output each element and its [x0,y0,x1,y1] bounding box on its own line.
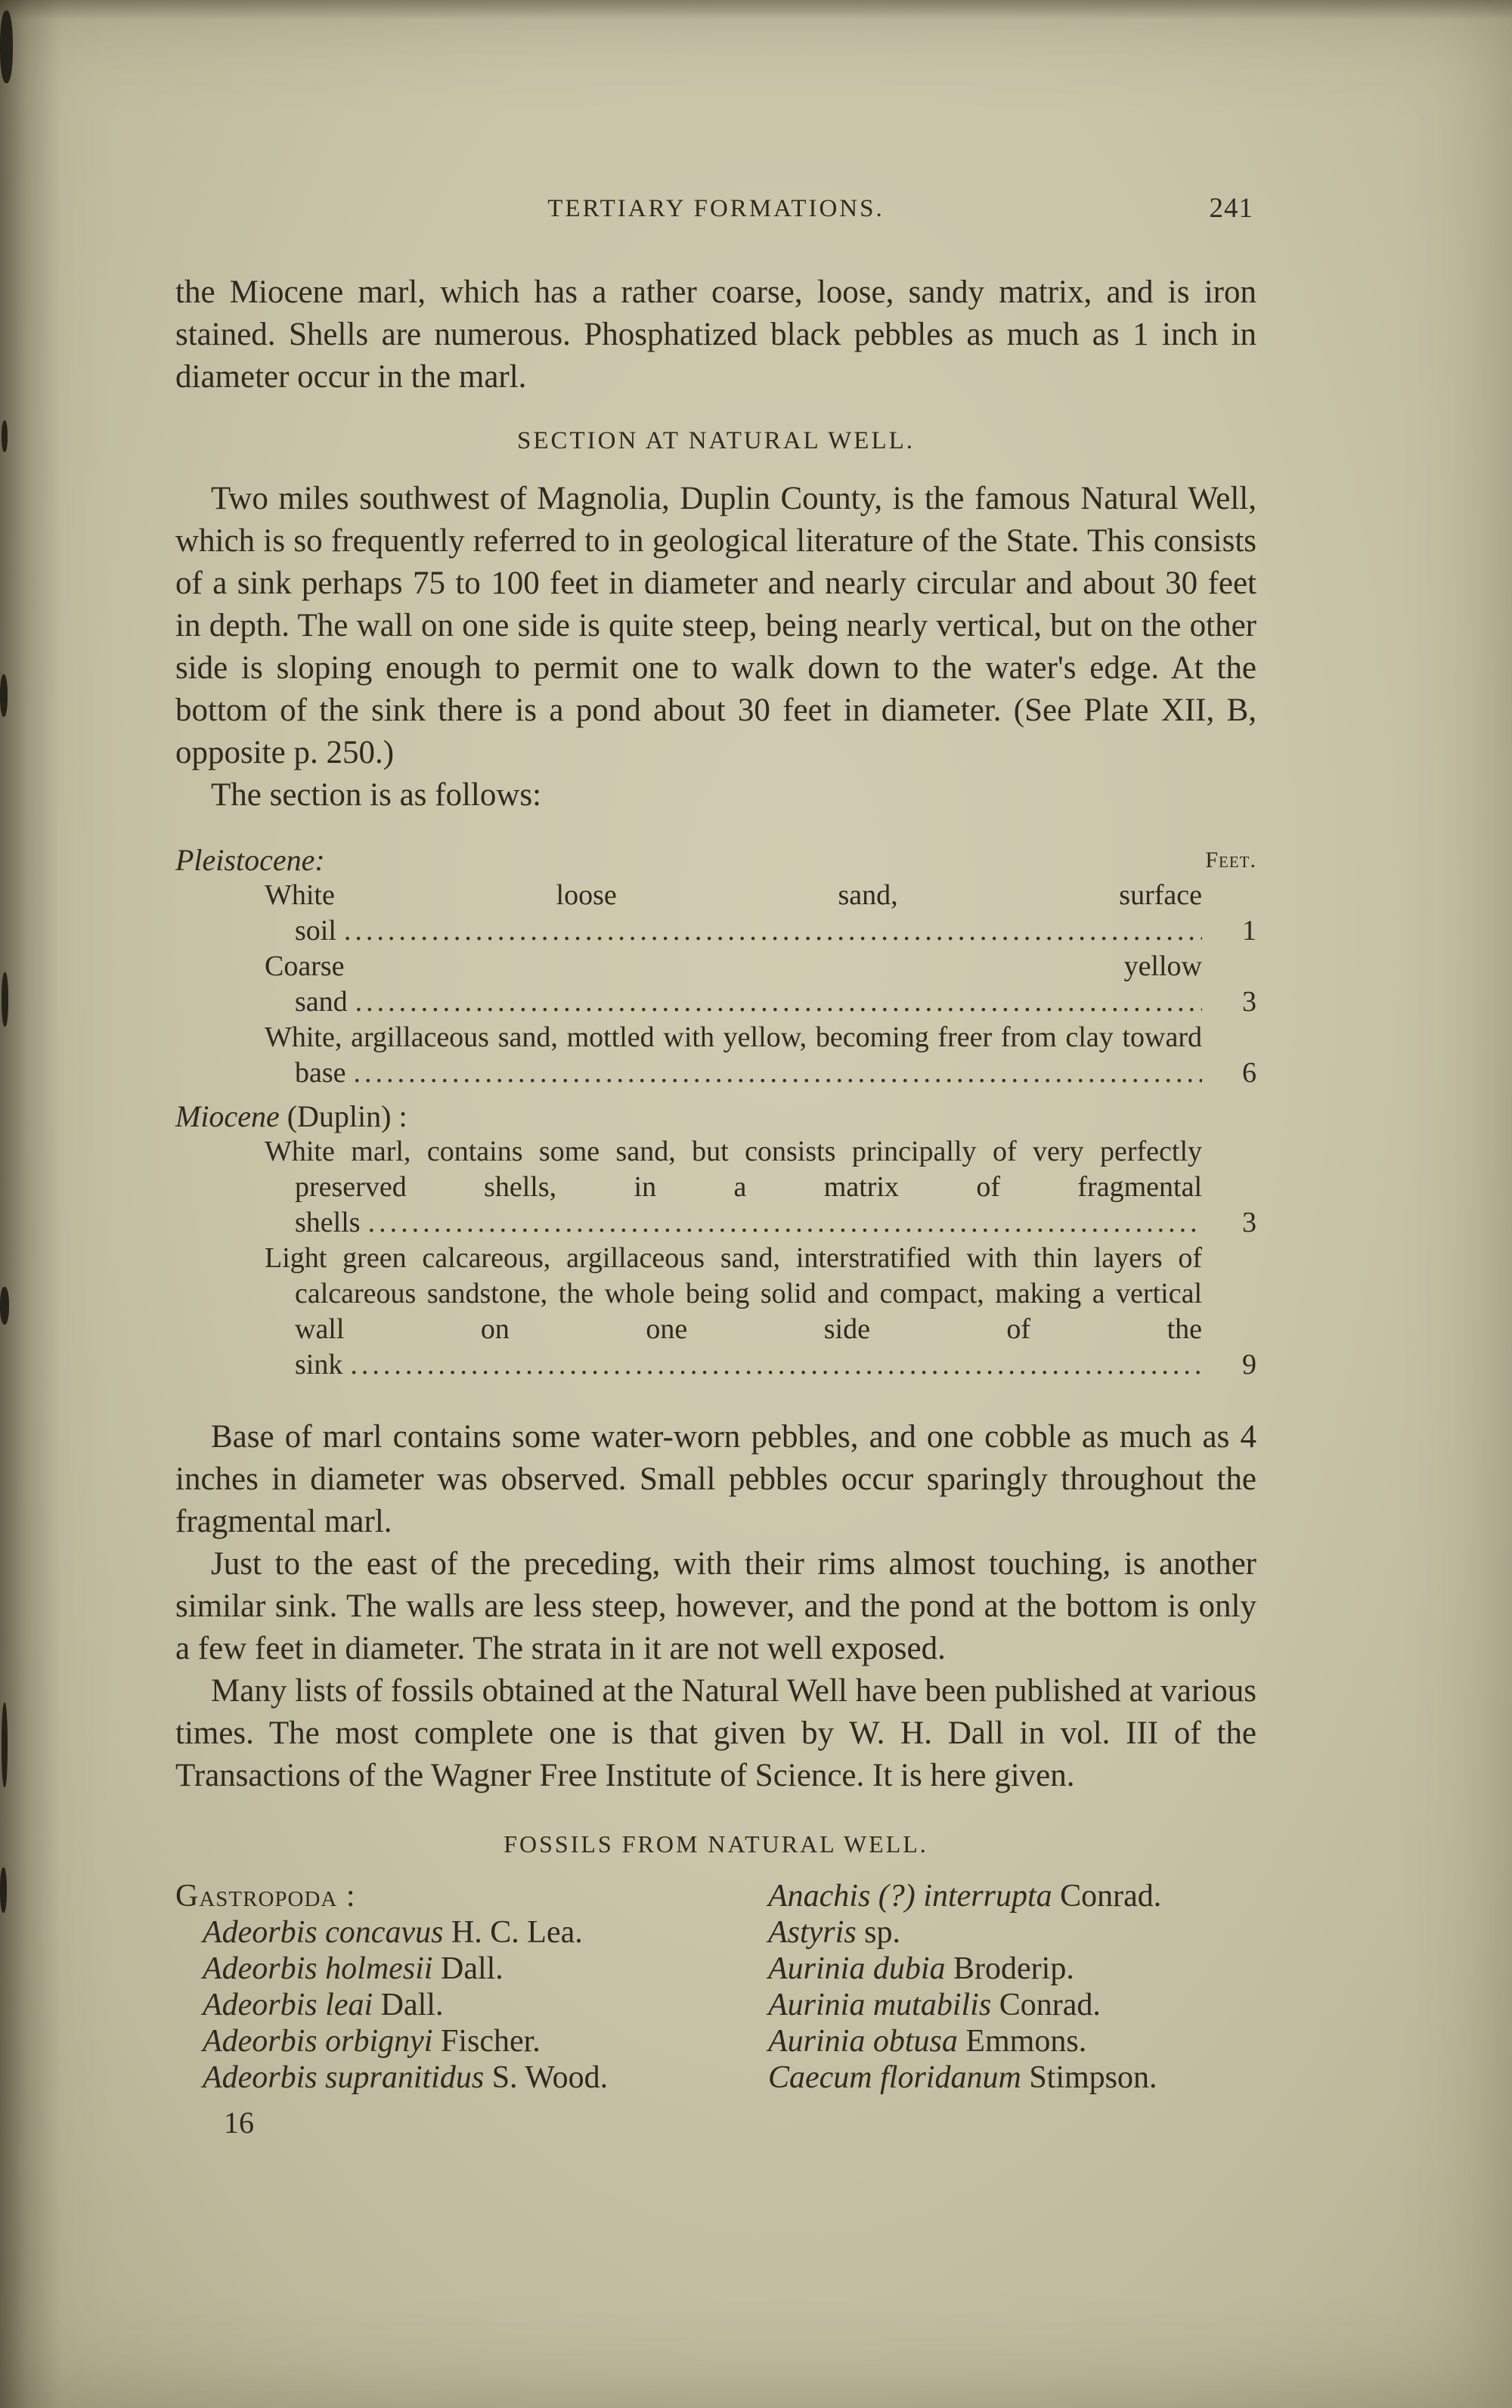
feet-value: 3 [1242,1207,1256,1238]
feet-value: 1 [1242,915,1256,947]
group-label-text: Miocene [175,1099,280,1133]
fossil-column-left [175,1878,741,2096]
binding-mark [0,674,8,717]
section-item [175,1134,1256,1241]
fossil-item: Aurinia obtusa Emmons. [768,2024,1087,2059]
feet-value: 6 [1242,1057,1256,1089]
page-content [175,195,1256,2140]
running-title: TERTIARY FORMATIONS. [547,195,885,222]
paragraph: Just to the east of the preceding, with their rims almost touching, is another similar sink. The walls are less steep, however, and the pond at the bottom is only a few feet in diameter. The strata in it are not well exposed. [175,1546,1256,1666]
measured-section [175,842,1256,1383]
paragraph: the Miocene marl, which has a rather coarse, loose, sandy matrix, and is iron stained. Shells are numerous. Phosphatized black pebbles as much as 1 inch in diameter occur in the marl. [175,274,1256,395]
paragraph: Two miles southwest of Magnolia, Duplin County, is the famous Natural Well, which is so frequently referred to in geological literature of the State. This consists of a sink perhaps 75 to 100 feet in diameter and nearly circular and about 30 feet in depth. The wall on one side is quite steep, being nearly vertical, but on the other side is sloping enough to permit one to walk down to the water's edge. At the bottom of the sink there is a pond about 30 feet in diameter. (See Plate XII, B, opposite p. 250.) [175,481,1256,770]
fossil-item: Adeorbis concavus H. C. Lea. [203,1915,583,1950]
page-number: 241 [1209,193,1253,224]
fossil-item: Caecum floridanum Stimpson. [768,2060,1157,2095]
section-item-description: White loose sand, surface soil ..... [175,878,1202,949]
binding-shadow [0,0,60,2408]
binding-mark [2,1703,8,1787]
binding-mark [0,1867,7,1913]
page-top-shadow [0,0,1512,20]
binding-mark [0,11,13,83]
fossil-item: Adeorbis holmesii Dall. [203,1951,503,1986]
page-header [175,195,1256,223]
section-item [175,1020,1256,1091]
section-item-description: White, argillaceous sand, mottled with yellow, becoming freer from clay toward base ..... [175,1020,1202,1091]
fossil-item: Aurinia dubia Broderip. [768,1951,1074,1986]
binding-mark [2,420,8,452]
feet-value: 9 [1242,1349,1256,1381]
dot-leader [368,1207,1202,1238]
dot-leader [350,1349,1202,1381]
fossil-column-right [741,1878,1256,2096]
fossil-item: Adeorbis leai Dall. [203,1988,444,2022]
paragraph: The section is as follows: [211,777,542,813]
fossils-heading: FOSSILS FROM NATURAL WELL. [503,1830,928,1858]
feet-unit-label: Feet. [1205,848,1256,872]
dot-leader [355,986,1202,1018]
dot-leader [354,1057,1202,1089]
paragraph: Base of marl contains some water-worn pebbles, and one cobble as much as 4 inches in diameter was observed. Small pebbles occur sparingly throughout the fragmental marl. [175,1419,1256,1539]
fossil-item: Adeorbis supranitidus S. Wood. [203,2060,609,2095]
section-item-description: Coarse yellow sand ..... [175,949,1202,1020]
signature-mark: 16 [224,2106,254,2140]
section-item [175,1241,1256,1383]
fossil-item: Astyris sp. [768,1915,901,1950]
section-item-description: White marl, contains some sand, but consists principally of very perfectly preserved shells, in a matrix of fragmental shells ..... [175,1134,1202,1241]
fossil-list [175,1878,1256,2096]
fossil-item: Adeorbis orbignyi Fischer. [203,2024,541,2059]
section-item [175,949,1256,1020]
dot-leader [344,915,1202,947]
fossil-group-label: Gastropoda : [175,1879,356,1914]
group-label-text: Pleistocene: [175,843,325,877]
binding-mark [0,1287,9,1325]
fossil-item: Anachis (?) interrupta Conrad. [768,1879,1162,1914]
feet-value: 3 [1242,986,1256,1018]
fossil-item: Aurinia mutabilis Conrad. [768,1988,1101,2022]
paragraph: Many lists of fossils obtained at the Natural Well have been published at various times. The most complete one is that given by W. H. Dall in vol. III of the Transactions of the Wagner Free Institute of Science. It is here given. [175,1673,1256,1793]
group-label-suffix: (Duplin) : [279,1099,407,1133]
stratum-group-label [175,842,1256,878]
section-item-description: Light green calcareous, argillaceous sand, interstratified with thin layers of calcareous sandstone, the whole being solid and compact, making a vertical wall on one side of the sink ..... [175,1241,1202,1383]
stratum-group-label [175,1099,1256,1134]
binding-mark [2,972,8,1027]
section-item [175,878,1256,949]
section-heading: SECTION AT NATURAL WELL. [516,427,916,454]
